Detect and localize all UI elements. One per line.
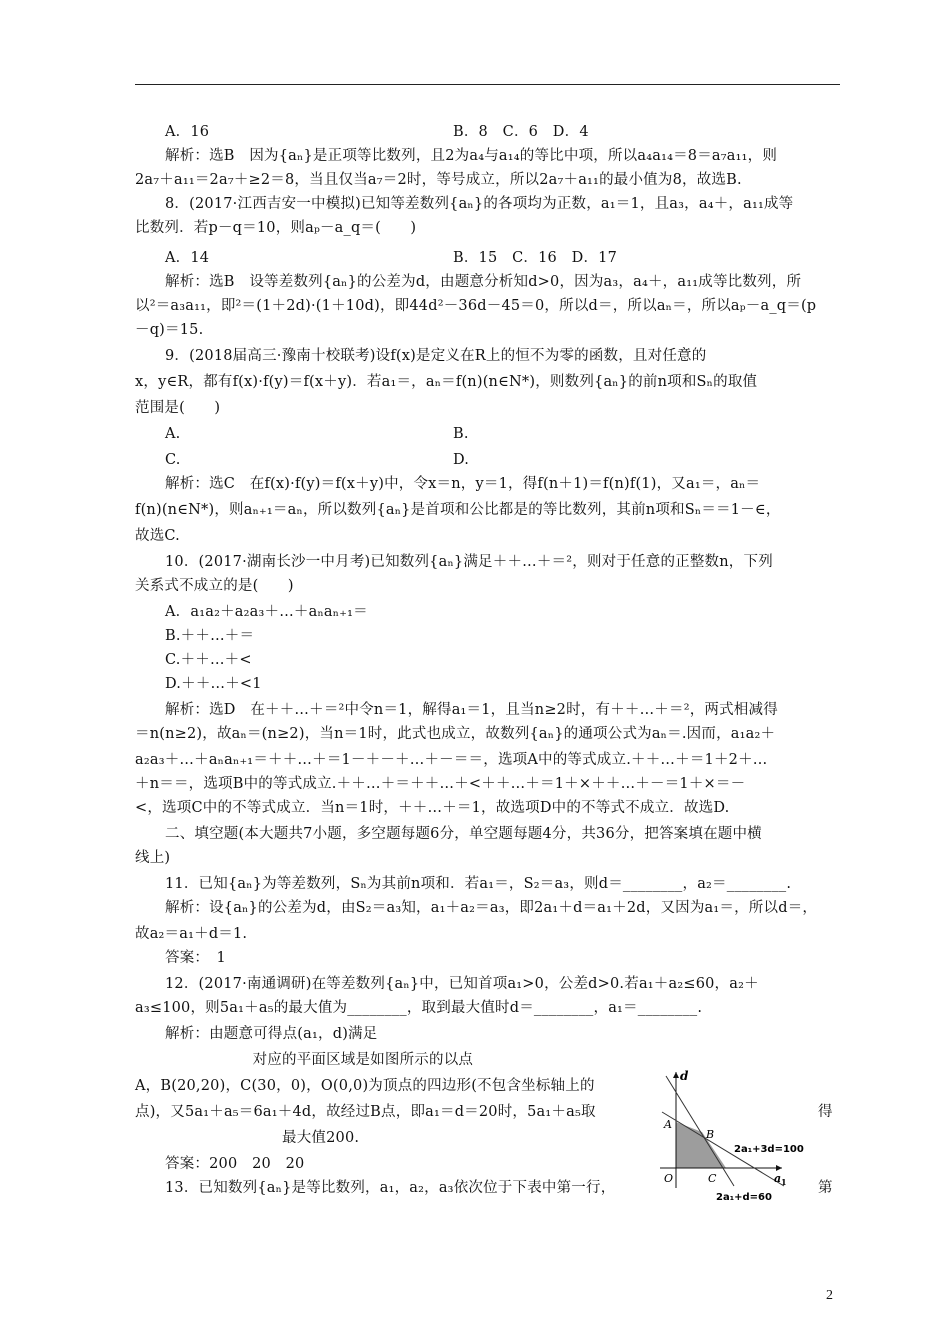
text-line: －q)＝15. <box>135 322 204 338</box>
label-line2: 2a₁+d=60 <box>716 1192 772 1203</box>
text-line: C. <box>165 452 181 468</box>
text-line: 解析：由题意可得点(a₁，d)满足 <box>165 1026 378 1042</box>
text-line: 第 <box>818 1180 833 1196</box>
text-line: 8．(2017·江西吉安一中模拟)已知等差数列{aₙ}的各项均为正数，a₁＝1，且a₃，a₄＋，a₁₁成等 <box>165 196 794 212</box>
label-O: O <box>664 1172 674 1185</box>
text-line: B．15 C．16 D．17 <box>453 250 618 266</box>
text-line: A，B(20,20)，C(30，0)，O(0,0)为顶点的四边形(不包含坐标轴上的 <box>135 1078 595 1094</box>
text-line: 解析：选C 在f(x)·f(y)＝f(x＋y)中，令x＝n，y＝1，得f(n＋1)＝f(n)f(1)，又a₁＝，aₙ＝ <box>165 476 761 492</box>
text-line: 解析：选B 设等差数列{aₙ}的公差为d，由题意分析知d>0，因为a₃，a₄＋，a₁₁成等比数列，所 <box>165 274 802 290</box>
text-line: 故a₂＝a₁＋d＝1. <box>135 926 248 942</box>
text-line: 2a₇＋a₁₁＝2a₇＋≥2＝8，当且仅当a₇＝2时，等号成立，所以2a₇＋a₁₁的最小值为8，故选B. <box>135 172 742 188</box>
text-line: 对应的平面区域是如图所示的以点 <box>135 1052 474 1068</box>
text-line: 得 <box>818 1104 833 1120</box>
label-line1: 2a₁+3d=100 <box>734 1144 804 1155</box>
text-line: 以²＝a₃a₁₁，即²＝(1＋2d)·(1＋10d)，即44d²－36d－45＝0，所以d＝，所以aₙ＝，所以aₚ－a_q＝(p <box>135 298 817 314</box>
text-line: 13．已知数列{aₙ}是等比数列，a₁，a₂，a₃依次位于下表中第一行， <box>165 1180 616 1196</box>
text-line: 关系式不成立的是( ) <box>135 578 294 594</box>
text-line: 二、填空题(本大题共7小题，多空题每题6分，单空题每题4分，共36分，把答案填在题中横 <box>165 826 762 842</box>
text-line: 范围是( ) <box>135 400 221 416</box>
text-line: 点)，又5a₁＋a₅＝6a₁＋4d，故经过B点，即a₁＝d＝20时，5a₁＋a₅取 <box>135 1104 596 1120</box>
text-line: C.＋＋…＋< <box>165 652 252 668</box>
feasible-region-figure <box>652 1068 832 1204</box>
label-a1: a <box>774 1172 782 1185</box>
text-line: A．14 <box>165 250 210 266</box>
label-a1-sub: 1 <box>781 1177 787 1187</box>
text-line: 答案：200 20 20 <box>165 1156 305 1172</box>
text-line: D. <box>453 452 470 468</box>
text-line: a₃≤100，则5a₁＋a₅的最大值为________，取到最大值时d＝________，a₁＝________. <box>135 1000 703 1016</box>
text-line: 最大值200. <box>135 1130 360 1146</box>
text-line: 线上) <box>135 850 171 866</box>
text-line: 答案： 1 <box>165 950 226 966</box>
text-line: B.＋＋…＋＝ <box>165 628 255 644</box>
text-line: D.＋＋…＋<1 <box>165 676 262 692</box>
text-line: f(n)(n∈N*)，则aₙ₊₁＝aₙ，所以数列{aₙ}是首项和公比都是的等比数列，其前n项和Sₙ＝＝1－∈， <box>135 502 781 518</box>
text-line: 解析：选B 因为{aₙ}是正项等比数列，且2为a₄与a₁₄的等比中项，所以a₄a₁₄＝8＝a₇a₁₁，则 <box>165 148 778 164</box>
text-line: ＋n＝＝，选项B中的等式成立.＋＋…＋＝＋＋…＋<＋＋…＋＝1＋×＋＋…＋－＝1＋×＝－ <box>135 776 746 792</box>
text-line: A．a₁a₂＋a₂a₃＋…＋aₙaₙ₊₁＝ <box>165 604 368 620</box>
text-line: ＝n(n≥2)，故aₙ＝(n≥2)，当n＝1时，此式也成立，故数列{aₙ}的通项公式为aₙ＝.因而，a₁a₂＋ <box>135 726 776 742</box>
text-line: 12．(2017·南通调研)在等差数列{aₙ}中，已知首项a₁>0，公差d>0.若a₁＋a₂≤60，a₂＋ <box>165 976 759 992</box>
text-line: 9．(2018届高三·豫南十校联考)设f(x)是定义在R上的恒不为零的函数，且对任意的 <box>165 348 707 364</box>
label-d: d <box>680 1069 689 1083</box>
label-A: A <box>664 1118 672 1131</box>
text-line: 故选C. <box>135 528 180 544</box>
header-rule <box>135 84 840 85</box>
text-line: 10．(2017·湖南长沙一中月考)已知数列{aₙ}满足＋＋…＋＝²，则对于任意的正整数n，下列 <box>165 554 773 570</box>
text-line: A．16 <box>165 124 210 140</box>
text-line: a₂a₃＋…＋aₙaₙ₊₁＝＋＋…＋＝1－＋－＋…＋－＝＝，选项A中的等式成立.＋＋…＋＝1＋2＋… <box>135 752 768 768</box>
text-line: 解析：选D 在＋＋…＋＝²中令n＝1，解得a₁＝1，且当n≥2时，有＋＋…＋＝²，两式相减得 <box>165 702 778 718</box>
text-line: A. <box>165 426 181 442</box>
label-C: C <box>708 1172 717 1185</box>
text-line: B．8 C．6 D．4 <box>453 124 589 140</box>
text-line: <，选项C中的不等式成立．当n＝1时，＋＋…＋＝1，故选项D中的不等式不成立．故选D. <box>135 800 730 816</box>
label-B: B <box>706 1128 715 1141</box>
text-line: 解析：设{aₙ}的公差为d，由S₂＝a₃知，a₁＋a₂＝a₃，即2a₁＋d＝a₁＋2d，又因为a₁＝，所以d＝， <box>165 900 818 916</box>
text-line: 11．已知{aₙ}为等差数列，Sₙ为其前n项和．若a₁＝，S₂＝a₃，则d＝________，a₂＝________. <box>165 876 792 892</box>
page-number: 2 <box>826 1288 833 1303</box>
text-line: B. <box>453 426 469 442</box>
text-line: 比数列．若p－q＝10，则aₚ－a_q＝( ) <box>135 220 417 236</box>
text-line: x，y∈R，都有f(x)·f(y)＝f(x＋y)．若a₁＝，aₙ＝f(n)(n∈N*)，则数列{aₙ}的前n项和Sₙ的取值 <box>135 374 758 390</box>
